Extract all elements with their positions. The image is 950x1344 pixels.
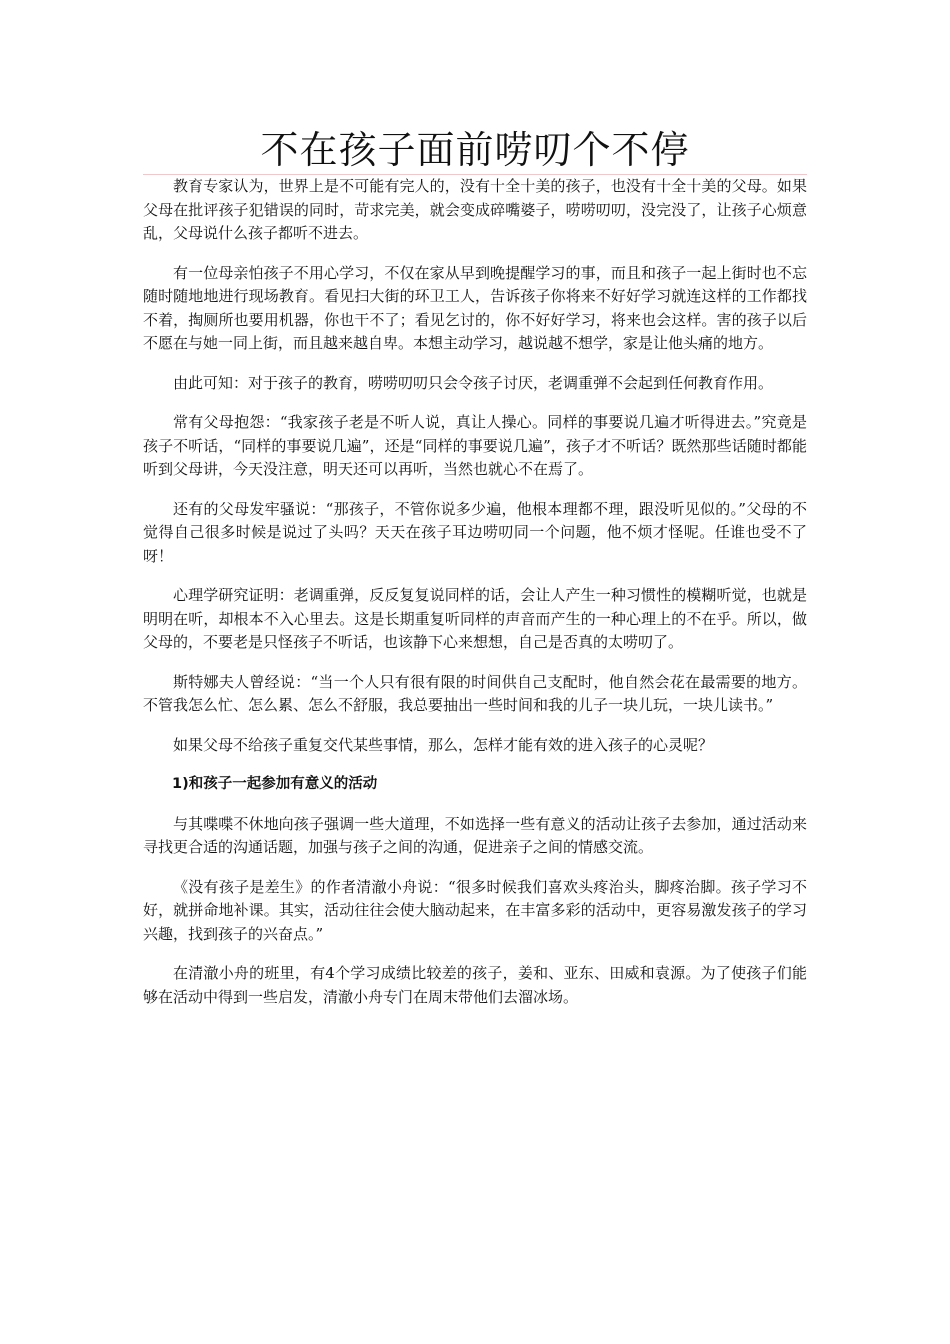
paragraph-10: 《没有孩子是差生》的作者清澈小舟说：“很多时候我们喜欢头疼治头，脚疼治脚。孩子学习不好，就拼命地补课。其实，活动往往会使大脑动起来，在丰富多彩的活动中，更容易激发孩子的学习兴趣，找到孩子的兴奋点。” <box>143 877 807 943</box>
document-title: 不在孩子面前唠叨个不停 <box>260 128 690 172</box>
paragraph-9: 与其喋喋不休地向孩子强调一些大道理，不如选择一些有意义的活动让孩子去参加，通过活动来寻找更合适的沟通话题，加强与孩子之间的沟通，促进亲子之间的情感交流。 <box>143 814 807 856</box>
paragraph-5: 还有的父母发牢骚说：“那孩子，不管你说多少遍，他根本理都不理，跟没听见似的。”父母的不觉得自己很多时候是说过了头吗？天天在孩子耳边唠叨同一个问题，他不烦才怪呢。任谁也受不了呀！ <box>143 499 807 565</box>
paragraph-1: 教育专家认为，世界上是不可能有完人的，没有十全十美的孩子，也没有十全十美的父母。如果父母在批评孩子犯错误的同时，苛求完美，就会变成碎嘴婆子，唠唠叨叨，没完没了，让孩子心烦意乱，父母说什么孩子都听不进去。 <box>143 177 807 242</box>
paragraph-6: 心理学研究证明：老调重弹，反反复复说同样的话，会让人产生一种习惯性的模糊听觉，也就是明明在听，却根本不入心里去。这是长期重复听同样的声音而产生的一种心理上的不在乎。所以，做父母的，不要老是只怪孩子不听话，也该静下心来想想，自己是否真的太唠叨了。 <box>143 586 807 651</box>
section-subheading: 1)和孩子一起参加有意义的活动 <box>172 776 378 792</box>
paragraph-2: 有一位母亲怕孩子不用心学习，不仅在家从早到晚提醒学习的事，而且和孩子一起上街时也不忘随时随地地进行现场教育。看见扫大街的环卫工人，告诉孩子你将来不好好学习就连这样的工作都找不着，掏厕所也要用机器，你也干不了；看见乞讨的，你不好好学习，将来也会这样。害的孩子以后不愿在与她一同上街，而且越来越自卑。本想主动学习，越说越不想学，家是让他头痛的地方。 <box>143 263 807 352</box>
document-body <box>143 175 807 1025</box>
paragraph-3: 由此可知：对于孩子的教育，唠唠叨叨只会令孩子讨厌，老调重弹不会起到任何教育作用。 <box>173 373 774 392</box>
paragraph-7: 斯特娜夫人曾经说：“当一个人只有很有限的时间供自己支配时，他自然会花在最需要的地方。不管我怎么忙、怎么累、怎么不舒服，我总要抽出一些时间和我的儿子一块儿玩，一块儿读书。” <box>143 672 807 714</box>
paragraph-11: 在清澈小舟的班里，有4个学习成绩比较差的孩子，姜和、亚东、田威和袁源。为了使孩子们能够在活动中得到一些启发，清澈小舟专门在周末带他们去溜冰场。 <box>143 964 807 1006</box>
paragraph-8: 如果父母不给孩子重复交代某些事情，那么，怎样才能有效的进入孩子的心灵呢？ <box>173 735 714 754</box>
paragraph-4: 常有父母抱怨：“我家孩子老是不听人说，真让人操心。同样的事要说几遍才听得进去。”究竟是孩子不听话，“同样的事要说几遍”，还是“同样的事要说几遍”，孩子才不听话？既然那些话随时都能听到父母讲，今天没注意，明天还可以再听，当然也就心不在焉了。 <box>143 413 807 478</box>
